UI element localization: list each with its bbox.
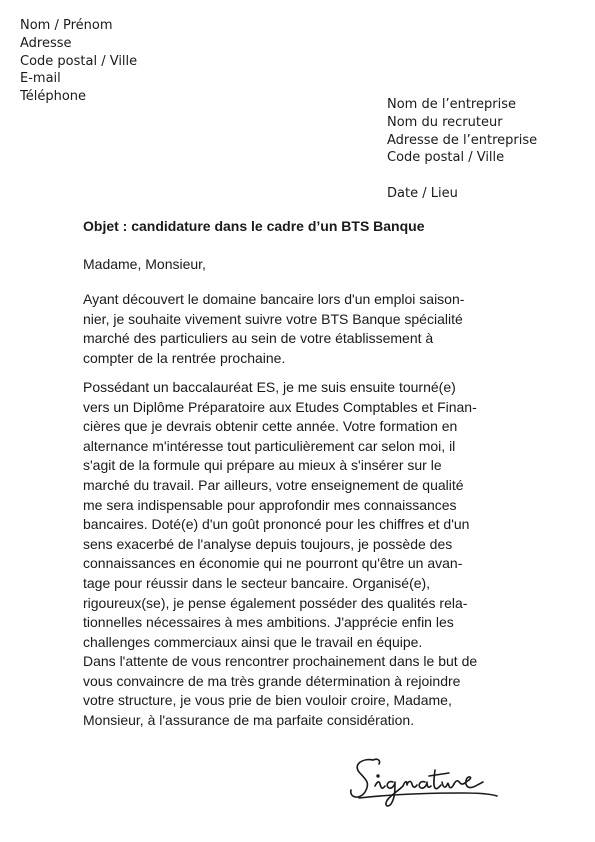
sender-address: Adresse [20,35,72,51]
paragraph-3 [83,652,477,730]
sender-postal-city: Code postal / Ville [20,53,138,69]
paragraph-line: challenges commerciaux ainsi que le travail en équipe. [83,633,423,650]
paragraph-line: Dans l'attente de vous rencontrer prochainement dans le but de [83,653,478,669]
paragraph-line: votre structure, je vous prie de bien vouloir croire, Madame, [83,692,452,709]
sender-phone: Téléphone [20,89,87,105]
paragraph-line: sens exacerbé de l'analyse depuis toujours, je possède des [83,535,453,552]
letter-subject: Objet : candidature dans le cadre d’un BTS Banque [83,218,425,234]
sender-name: Nom / Prénom [20,18,113,33]
paragraph-line: Ayant découvert le domaine bancaire lors d'un emploi saison- [83,291,465,307]
recipient-address: Adresse de l’entreprise [387,132,538,148]
paragraph-line: Possédant un baccalauréat ES, je me suis ensuite tourné(e) [83,379,456,395]
paragraph-line: me sera indispensable pour approfondir mes connaissances [83,496,457,513]
paragraph-line: vous convaincre de ma très grande détermination à rejoindre [83,672,461,689]
letter-salutation: Madame, Monsieur, [83,256,206,272]
paragraph-line: Monsieur, à l'assurance de ma parfaite considération. [83,711,415,728]
recipient-recruiter: Nom du recruteur [387,114,503,130]
paragraph-line: alternance m'intéresse tout particulièrement car selon moi, il [83,437,456,454]
paragraph-line: rigoureux(se), je pense également posséder des qualités rela- [83,594,468,611]
paragraph-line: bancaires. Doté(e) d'un goût prononcé pour les chiffres et d'un [83,516,470,533]
paragraph-line: vers un Diplôme Préparatoire aux Etudes Comptables et Finan- [83,398,477,415]
paragraph-line: cières que je devrais obtenir cette année. Votre formation en [83,418,458,435]
paragraph-line: connaissances en économie qui ne pourront qu'être un avan- [83,555,463,572]
sender-email: E-mail [20,71,61,87]
paragraph-line: tage pour réussir dans le secteur bancaire. Organisé(e), [83,574,431,591]
paragraph-line: s'agit de la formule qui prépare au mieux à s'insérer sur le [83,457,442,474]
paragraph-line: marché du travail. Par ailleurs, votre enseignement de qualité [83,476,464,493]
paragraph-1 [83,290,464,368]
handwritten-signature [345,752,505,812]
recipient-postal-city: Code postal / Ville [387,150,505,166]
paragraph-line: marché des particuliers au sein de votre établissement à [83,330,434,347]
paragraph-2 [83,378,477,652]
paragraph-line: nier, je souhaite vivement suivre votre BTS Banque spécialité [83,310,463,327]
paragraph-line: compter de la rentrée prochaine. [83,349,286,366]
recipient-block [387,96,537,167]
recipient-company: Nom de l’entreprise [387,97,516,112]
sender-block [20,17,137,106]
paragraph-line: tionnelles nécessaires à mes ambitions. J'apprécie enfin les [83,614,454,631]
date-place: Date / Lieu [387,186,458,201]
